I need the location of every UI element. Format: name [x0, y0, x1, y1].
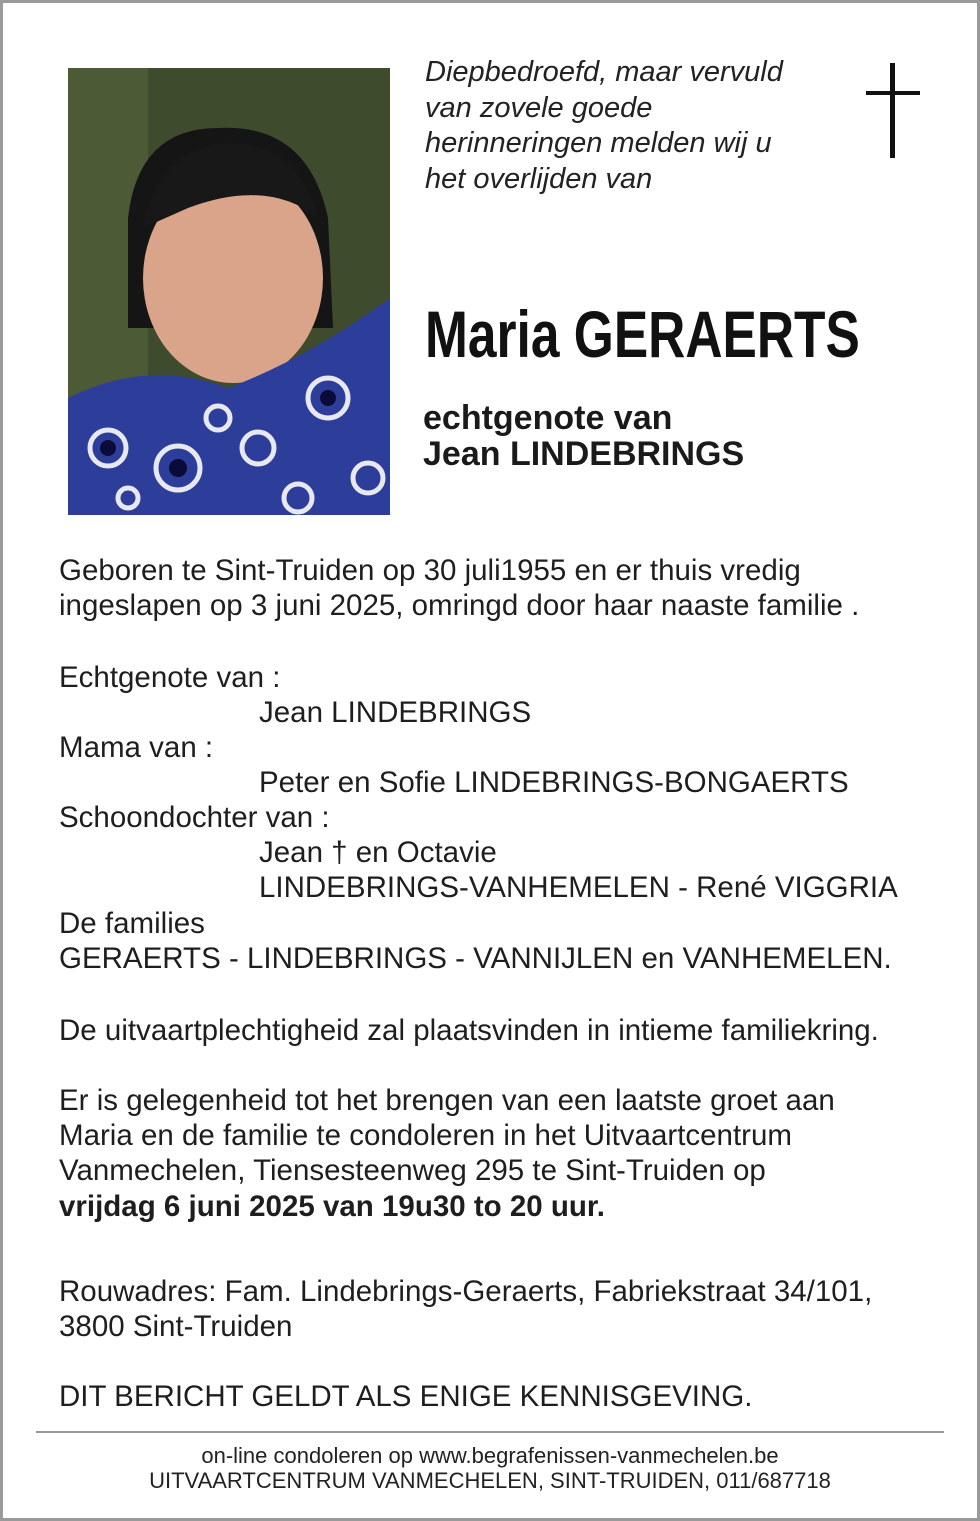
intro-line: het overlijden van — [425, 162, 653, 195]
born-line: ingeslapen op 3 juni 2025, omringd door haar naaste familie . — [59, 589, 860, 622]
notice-text: DIT BERICHT GELDT ALS ENIGE KENNISGEVING. — [59, 1380, 753, 1413]
intro-line: herinneringen melden wij u — [425, 127, 772, 159]
cross-icon — [866, 63, 920, 158]
address-line: Rouwadres: Fam. Lindebrings-Geraerts, Fabriekstraat 34/101, — [59, 1275, 873, 1308]
visit-line: Vanmechelen, Tiensesteenweg 295 te Sint-Truiden op — [59, 1154, 766, 1187]
visit-line: Er is gelegenheid tot het brengen van een laatste groet aan — [59, 1084, 835, 1117]
spouse-label: echtgenote van — [423, 399, 673, 437]
divider — [36, 1431, 944, 1433]
inlaw-label: Schoondochter van : — [59, 801, 330, 834]
portrait-photo — [68, 68, 390, 515]
intro-line: van zovele goede — [425, 91, 653, 124]
children-names: Peter en Sofie LINDEBRINGS-BONGAERTS — [259, 766, 849, 799]
spouse-label-line: Echtgenote van : — [59, 661, 281, 694]
intro-text — [425, 55, 783, 197]
deceased-name: Maria GERAERTS — [425, 297, 860, 371]
address-line: 3800 Sint-Truiden — [59, 1310, 293, 1343]
spouse-block — [423, 400, 744, 472]
footer-website: on-line condoleren op www.begrafenissen-vanmechelen.be — [201, 1443, 779, 1468]
families-label: De families — [59, 907, 205, 940]
inlaw-names: LINDEBRINGS-VANHEMELEN - René VIGGRIA — [259, 871, 898, 904]
spouse-name-line: Jean LINDEBRINGS — [259, 696, 532, 729]
footer-company: UITVAARTCENTRUM VANMECHELEN, SINT-TRUIDEN, 011/687718 — [149, 1468, 831, 1493]
visit-date: vrijdag 6 juni 2025 van 19u30 to 20 uur. — [59, 1190, 605, 1223]
born-line: Geboren te Sint-Truiden op 30 juli1955 en er thuis vredig — [59, 554, 801, 587]
spouse-name: Jean LINDEBRINGS — [423, 435, 745, 473]
families-names: GERAERTS - LINDEBRINGS - VANNIJLEN en VANHEMELEN. — [59, 942, 892, 975]
mother-label: Mama van : — [59, 731, 214, 764]
ceremony-text: De uitvaartplechtigheid zal plaatsvinden in intieme familiekring. — [59, 1014, 879, 1047]
visit-line: Maria en de familie te condoleren in het Uitvaartcentrum — [59, 1119, 792, 1152]
intro-line: Diepbedroefd, maar vervuld — [425, 56, 783, 88]
inlaw-names: Jean † en Octavie — [259, 836, 497, 869]
